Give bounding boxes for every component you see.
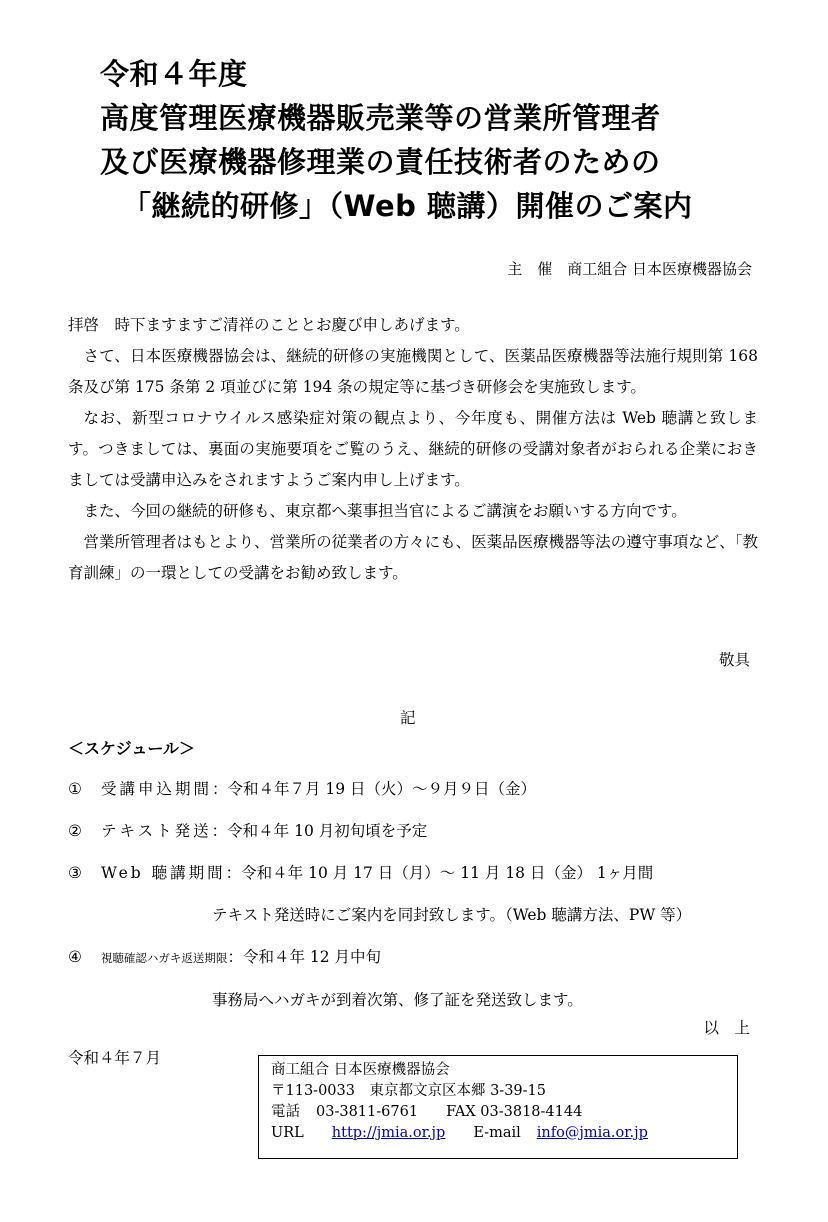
schedule-note-3: テキスト発送時にご案内を同封致します。（Web 聴講方法、PW 等） bbox=[212, 906, 692, 924]
schedule-note-4: 事務局へハガキが到着次第、修了証を発送致します。 bbox=[212, 991, 583, 1009]
schedule-heading: ＜スケジュール＞ bbox=[68, 739, 196, 758]
schedule-item-label: Web 聴講期間 bbox=[100, 864, 226, 882]
issue-date: 令和４年７月 bbox=[68, 1049, 162, 1067]
title-line-2: 高度管理医療機器販売業等の営業所管理者 bbox=[100, 101, 661, 135]
contact-phone-row bbox=[271, 1102, 737, 1123]
schedule-item-label: 受講申込期間 bbox=[100, 780, 212, 798]
website-link[interactable]: http://jmia.or.jp bbox=[331, 1125, 446, 1141]
schedule-item-value: 令和４年７月 19 日（火）～９月９日（金） bbox=[227, 780, 537, 798]
schedule-item-value: 令和４年 10 月初旬頃を予定 bbox=[227, 822, 428, 840]
schedule-item-2: ② テキスト発送：令和４年 10 月初旬頃を予定 bbox=[68, 819, 427, 841]
closing-keigu: 敬具 bbox=[718, 651, 750, 669]
schedule-item-number: ④ bbox=[68, 948, 82, 966]
schedule-item-label: 視聴確認ハガキ返送期限 bbox=[100, 951, 228, 965]
schedule-item-number: ① bbox=[68, 780, 82, 798]
email-label: E-mail bbox=[473, 1125, 521, 1141]
host-organizer: 主 催 商工組合 日本医療機器協会 bbox=[507, 260, 752, 278]
schedule-item-3: ③ Web 聴講期間：令和４年 10 月 17 日（月）～ 11 月 18 日（金） 1ヶ月間 bbox=[68, 861, 653, 883]
tel-number: 03‐3811‐6761 bbox=[316, 1104, 419, 1120]
tel-label: 電話 bbox=[271, 1104, 300, 1120]
greeting-paragraph: 拝啓 時下ますますご清祥のこととお慶び申しあげます。 bbox=[68, 316, 470, 334]
title-line-4: 「継続的研修」（Web 聴講）開催のご案内 bbox=[122, 189, 693, 223]
body-paragraph-2: なお、新型コロナウイルス感染症対策の観点より、今年度も、開催方法は Web 聴講と致します。つきましては、裏面の実施要項をご覧のうえ、継続的研修の受講対象者がおられる企業におきましては受講申込みをされますようご案内申し上げます。 bbox=[68, 409, 758, 489]
fax-number: 03‐3818‐4144 bbox=[480, 1104, 583, 1120]
body-paragraph-1: さて、日本医療機器協会は、継続的研修の実施機関として、医薬品医療機器等法施行規則第 168 条及び第 175 条第 2 項並びに第 194 条の規定等に基づき研修会を実施致します。 bbox=[68, 347, 758, 396]
ki-marker: 記 bbox=[400, 709, 416, 727]
schedule-item-value: 令和４年 10 月 17 日（月）～ 11 月 18 日（金） 1ヶ月間 bbox=[241, 864, 654, 882]
fax-label: FAX bbox=[446, 1104, 476, 1120]
title-line-1: 令和４年度 bbox=[100, 57, 248, 91]
contact-box bbox=[258, 1055, 738, 1159]
body-paragraph-4: 営業所管理者はもとより、営業所の従業者の方々にも、医薬品医療機器等法の遵守事項など、「教育訓練」の一環としての受講をお勧め致します。 bbox=[68, 533, 758, 582]
contact-web-row bbox=[271, 1123, 737, 1144]
title-line-3: 及び医療機器修理業の責任技術者のための bbox=[100, 145, 661, 179]
body-paragraph-3: また、今回の継続的研修も、東京都へ薬事担当官によるご講演をお願いする方向です。 bbox=[83, 502, 687, 520]
schedule-item-1: ① 受講申込期間：令和４年７月 19 日（火）～９月９日（金） bbox=[68, 777, 536, 799]
letter-body bbox=[68, 310, 758, 589]
email-link[interactable]: info@jmia.or.jp bbox=[536, 1125, 648, 1141]
document-title bbox=[100, 52, 692, 228]
contact-org: 商工組合 日本医療機器協会 bbox=[271, 1062, 450, 1078]
schedule-item-number: ② bbox=[68, 822, 82, 840]
schedule-item-4: ④ 視聴確認ハガキ返送期限：令和４年 12 月中旬 bbox=[68, 948, 382, 966]
contact-address: 〒113‐0033 東京都文京区本郷 3‐39‐15 bbox=[271, 1083, 547, 1099]
schedule-item-label: テキスト発送 bbox=[100, 822, 212, 840]
url-label: URL bbox=[271, 1125, 304, 1141]
closing-ijo: 以 上 bbox=[703, 1019, 750, 1037]
schedule-item-number: ③ bbox=[68, 864, 82, 882]
schedule-item-value: 令和４年 12 月中旬 bbox=[242, 948, 382, 966]
